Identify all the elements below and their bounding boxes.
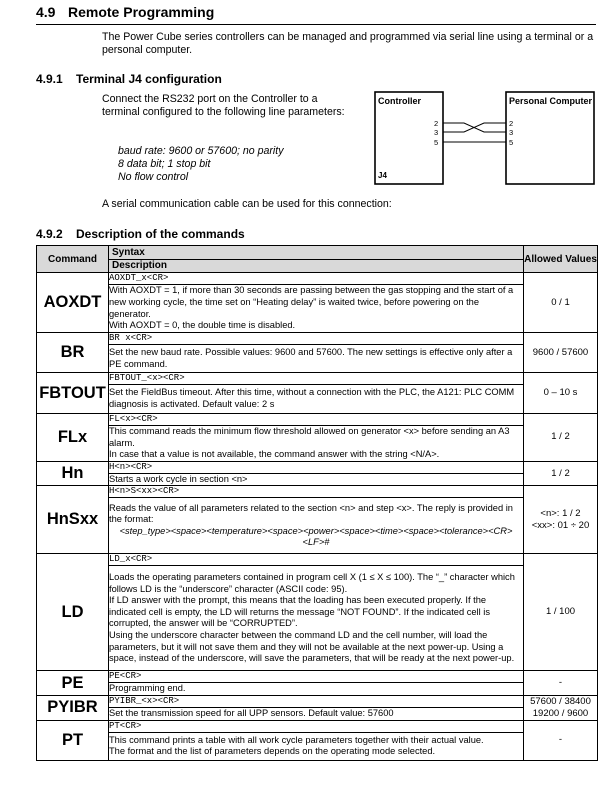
description-paragraph: Programming end. bbox=[109, 683, 186, 694]
description-paragraph: This command reads the minimum flow threshold allowed on generator <x> before sending an A3 alarm. bbox=[109, 426, 510, 448]
wiring-diagram bbox=[372, 90, 596, 188]
commands-table bbox=[36, 245, 598, 761]
allowed-values bbox=[524, 273, 598, 333]
command-syntax: FBTOUT_<x><CR> bbox=[109, 373, 524, 385]
command-description-row bbox=[37, 285, 598, 333]
command-description bbox=[109, 708, 524, 721]
command-name: PT bbox=[37, 720, 109, 760]
command-syntax: LD_x<CR> bbox=[109, 554, 524, 566]
command-description bbox=[109, 732, 524, 760]
command-description-row bbox=[37, 473, 598, 486]
description-paragraph: If LD answer with the prompt, this means that the loading has been executed properly. If the indicated cell is empty, the LD will returns the message “NOT FOUND”. If the indicated cell is corrupted, the answer will be “CORRUPTED”. bbox=[109, 595, 490, 629]
subsection-heading-1 bbox=[36, 72, 222, 86]
command-name: PE bbox=[37, 671, 109, 696]
allowed-value: 0 – 10 s bbox=[543, 387, 578, 398]
header-syntax-description bbox=[109, 246, 524, 273]
command-description bbox=[109, 385, 524, 414]
command-row bbox=[37, 720, 598, 732]
port-label: J4 bbox=[378, 171, 387, 180]
allowed-values bbox=[524, 720, 598, 760]
command-name: FLx bbox=[37, 414, 109, 462]
allowed-value: 1 / 100 bbox=[545, 606, 576, 618]
command-row bbox=[37, 333, 598, 345]
subsection-heading-2 bbox=[36, 227, 245, 241]
right-pin-2: 2 bbox=[509, 119, 514, 128]
command-description bbox=[109, 566, 524, 671]
command-syntax: PT<CR> bbox=[109, 720, 524, 732]
description-paragraph: Starts a work cycle in section <n> bbox=[109, 473, 248, 484]
header-command: Command bbox=[37, 246, 109, 273]
command-row bbox=[37, 273, 598, 285]
param-line: baud rate: 9600 or 57600; no parity bbox=[118, 145, 284, 157]
left-pin-3: 3 bbox=[434, 128, 439, 137]
allowed-value: 0 / 1 bbox=[551, 296, 570, 308]
section-title: Remote Programming bbox=[68, 4, 215, 20]
subsection-number-1: 4.9.1 bbox=[36, 72, 63, 86]
table-header-row bbox=[37, 246, 598, 273]
section-number: 4.9 bbox=[36, 4, 56, 20]
header-syntax: Syntax bbox=[109, 247, 523, 260]
command-syntax: H<n>S<xx><CR> bbox=[109, 486, 524, 498]
command-syntax: PE<CR> bbox=[109, 671, 524, 683]
wire-3-2 bbox=[443, 123, 506, 132]
subsection-title-1: Terminal J4 configuration bbox=[76, 72, 222, 86]
command-row bbox=[37, 414, 598, 426]
allowed-value: - bbox=[558, 677, 563, 689]
controller-label: Controller bbox=[378, 96, 422, 106]
command-description bbox=[109, 498, 524, 554]
description-paragraph: Set the new baud rate. Possible values: 9600 and 57600. The new settings is effective only after a PE command. bbox=[109, 346, 513, 369]
description-paragraph: With AOXDT = 1, if more than 30 seconds are passing between the gas stopping and the start of a new working cycle, the time set on “Heating delay” is waited twice, before powering on the generator. bbox=[109, 285, 514, 319]
reply-format: <step_type><space><temperature><space><power><space><time><space><tolerance><CR><LF># bbox=[119, 525, 513, 548]
allowed-values bbox=[524, 695, 598, 720]
allowed-value: 9600 / 57600 bbox=[532, 346, 589, 358]
pc-label: Personal Computer bbox=[509, 96, 593, 106]
command-syntax: BR x<CR> bbox=[109, 333, 524, 345]
command-name: AOXDT bbox=[37, 273, 109, 333]
command-description bbox=[109, 473, 524, 486]
command-row bbox=[37, 695, 598, 707]
command-description-row bbox=[37, 566, 598, 671]
allowed-value: 19200 / 9600 bbox=[532, 707, 589, 719]
command-description-row bbox=[37, 385, 598, 414]
command-name: Hn bbox=[37, 461, 109, 486]
description-paragraph: Using the underscore character between the command LD and the cell number, will load the parameters, but it will not save them and they will not be available at the next power-up. Using a space, instead of the underscore, will save the parameters, that will be ready at the next power-up. bbox=[109, 629, 515, 664]
command-row bbox=[37, 486, 598, 498]
allowed-values bbox=[524, 373, 598, 414]
command-description bbox=[109, 683, 524, 696]
line-parameters bbox=[118, 145, 284, 184]
allowed-value: - bbox=[558, 734, 563, 746]
command-name: FBTOUT bbox=[37, 373, 109, 414]
header-description: Description bbox=[112, 259, 168, 271]
command-description bbox=[109, 345, 524, 373]
description-paragraph: The format and the list of parameters depends on the operating mode selected. bbox=[109, 746, 436, 757]
allowed-values bbox=[524, 554, 598, 671]
allowed-values bbox=[524, 333, 598, 373]
command-row bbox=[37, 671, 598, 683]
command-description bbox=[109, 285, 524, 333]
left-pin-2: 2 bbox=[434, 119, 439, 128]
description-paragraph: Set the FieldBus timeout. After this time, without a connection with the PLC, the A121: PLC COMM diagnosis is activated. Default value: 2 s bbox=[109, 387, 515, 409]
command-syntax: H<n><CR> bbox=[109, 461, 524, 473]
description-paragraph: With AOXDT = 0, the double time is disabled. bbox=[109, 320, 296, 331]
command-syntax: FL<x><CR> bbox=[109, 414, 524, 426]
allowed-values bbox=[524, 461, 598, 486]
command-name: BR bbox=[37, 333, 109, 373]
command-description-row bbox=[37, 708, 598, 721]
subsection-title-2: Description of the commands bbox=[76, 227, 245, 241]
command-name: LD bbox=[37, 554, 109, 671]
section-heading bbox=[36, 4, 596, 25]
allowed-value: <xx>: 01 ÷ 20 bbox=[531, 519, 590, 531]
description-paragraph: Reads the value of all parameters related to the section <n> and step <x>. The reply is provided in the format: bbox=[109, 502, 513, 525]
command-name: PYIBR bbox=[37, 695, 109, 720]
right-pin-3: 3 bbox=[509, 128, 514, 137]
allowed-values bbox=[524, 671, 598, 696]
param-line: 8 data bit; 1 stop bit bbox=[118, 158, 211, 170]
subsection-number-2: 4.9.2 bbox=[36, 227, 63, 241]
command-description-row bbox=[37, 345, 598, 373]
command-description-row bbox=[37, 683, 598, 696]
command-row bbox=[37, 554, 598, 566]
description-paragraph: Loads the operating parameters contained in program cell X (1 ≤ X ≤ 100). The “_” character which follows LD is the “underscore” character (ASCII code: 95). bbox=[109, 572, 515, 594]
cable-text: A serial communication cable can be used for this connection: bbox=[102, 198, 392, 210]
allowed-value: 57600 / 38400 bbox=[530, 695, 591, 707]
right-pin-5: 5 bbox=[509, 138, 514, 147]
allowed-value: 1 / 2 bbox=[551, 467, 570, 479]
allowed-value: <n>: 1 / 2 bbox=[540, 507, 581, 519]
command-syntax: PYIBR_<x><CR> bbox=[109, 695, 524, 707]
description-paragraph: This command prints a table with all work cycle parameters together with their actual value. bbox=[109, 734, 484, 745]
header-allowed: Allowed Values bbox=[524, 246, 598, 273]
command-description-row bbox=[37, 732, 598, 760]
description-paragraph: Set the transmission speed for all UPP sensors. Default value: 57600 bbox=[109, 708, 394, 719]
command-description bbox=[109, 426, 524, 462]
connection-text: Connect the RS232 port on the Controller to a terminal configured to the following line parameters: bbox=[102, 93, 345, 118]
allowed-values bbox=[524, 486, 598, 554]
section-intro: The Power Cube series controllers can be managed and programmed via serial line using a terminal or a personal computer. bbox=[102, 31, 594, 56]
allowed-value: 1 / 2 bbox=[551, 431, 570, 443]
param-line: No flow control bbox=[118, 171, 189, 183]
wiring-diagram-svg bbox=[372, 90, 596, 188]
command-description-row bbox=[37, 426, 598, 462]
command-name: HnSxx bbox=[37, 486, 109, 554]
command-description-row bbox=[37, 498, 598, 554]
left-pin-5: 5 bbox=[434, 138, 439, 147]
command-row bbox=[37, 373, 598, 385]
allowed-values bbox=[524, 414, 598, 462]
command-syntax: AOXDT_x<CR> bbox=[109, 273, 524, 285]
description-paragraph: In case that a value is not available, the command answer with the string <N/A>. bbox=[109, 449, 440, 460]
commands-table-body bbox=[37, 273, 598, 761]
command-row bbox=[37, 461, 598, 473]
